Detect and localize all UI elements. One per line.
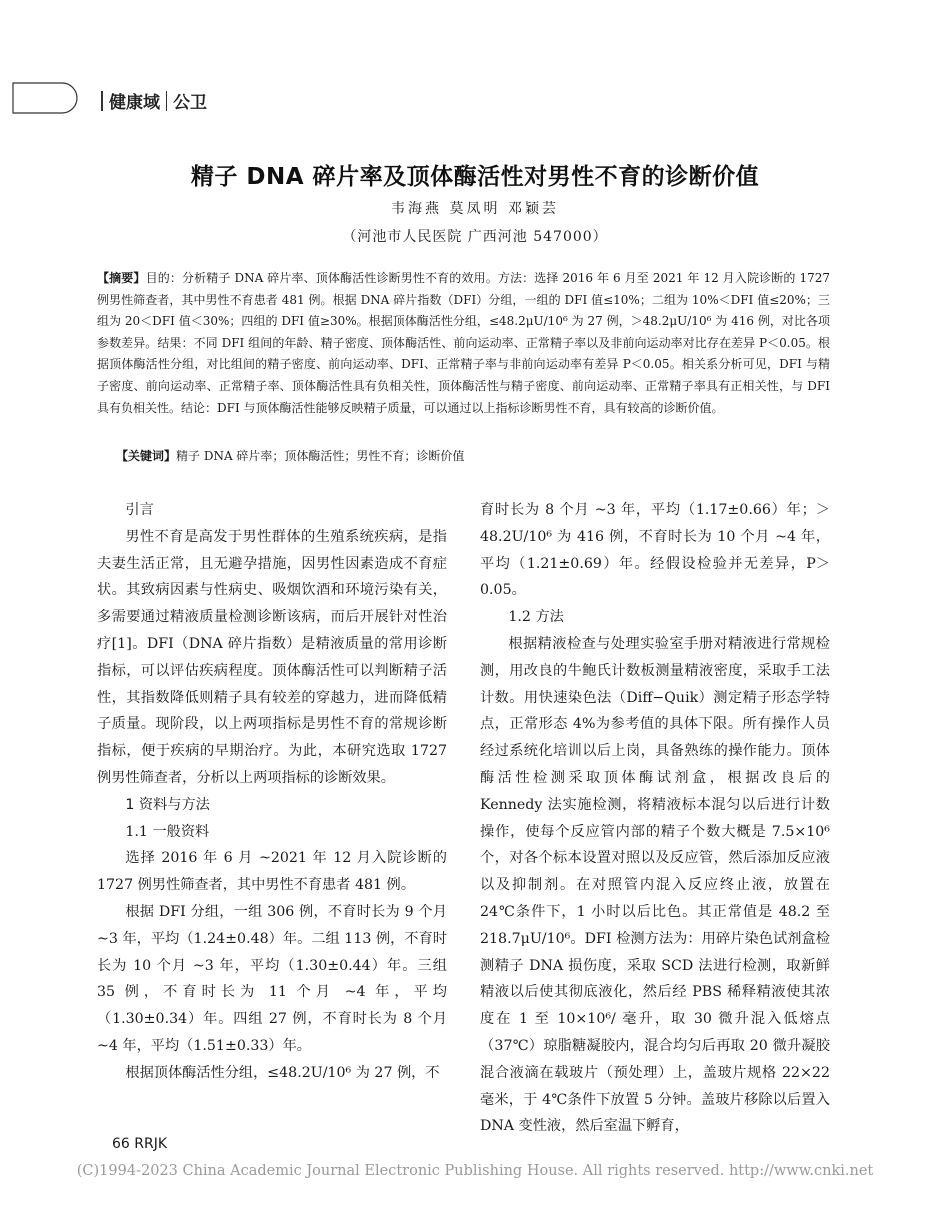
section-heading: 1 资料与方法 (125, 796, 210, 813)
header-divider (166, 91, 167, 111)
paragraph: 根据顶体酶活性分组，≤48.2U/10⁶ 为 27 例，不 (125, 1064, 440, 1081)
abstract (97, 268, 830, 419)
abstract-text: 目的：分析精子 DNA 碎片率、顶体酶活性诊断男性不育的效用。方法：选择 2016 年 6 月至 2021 年 12 月入院诊断的 1727 例男性筛查者，其中男性不育患者 481 例。根据 DNA 碎片指数（DFI）分组，一组的 DFI 值≤10%；二组为 10%＜DFI 值≤20%；三组为 20＜DFI 值＜30%；四组的 DFI 值≥30%。根据顶体酶活性分组，≤48.2μU/10⁶ 为 27 例，＞48.2μU/10⁶ 为 416 例，对比各项参数差异。结果：不同 DFI 组间的年龄、精子密度、顶体酶活性、前向运动率、正常精子率以及非前向运动率对比存在差异 P＜0.05。根据顶体酶活性分组，对比组间的精子密度、前向运动率、DFI、正常精子率与非前向运动率有差异 P＜0.05。相关系分析可见，DFI 与精子密度、前向运动率、正常精子率、顶体酶活性具有负相关性，顶体酶活性与精子密度、前向运动率、正常精子率具有正相关性，与 DFI 具有负相关性。结论：DFI 与顶体酶活性能够反映精子质量，可以通过以上指标诊断男性不育，具有较高的诊断价值。 (97, 271, 830, 415)
paragraph: 根据精液检查与处理实验室手册对精液进行常规检测，用改良的牛鲍氏计数板测量精液密度，采取手工法计数。用快速染色法（Diff−Quik）测定精子形态学特点，正常形态 4%为参考值的具体下限。所有操作人员经过系统化培训以后上岗，具备熟练的操作能力。顶体酶活性检测采取顶体酶试剂盒，根据改良后的 Kennedy 法实施检测，将精液标本混匀以后进行计数操作，使每个反应管内部的精子个数大概是 7.5×10⁶ 个，对各个标本设置对照以及反应管，然后添加反应液以及抑制剂。在对照管内混入反应终止液，放置在 24℃条件下，1 小时以后比色。其正常值是 48.2 至 218.7μU/10⁶。DFI 检测方法为：用碎片染色试剂盒检测精子 DNA 损伤度，采取 SCD 法进行检测，取新鲜精液以后使其彻底液化，然后经 PBS 稀释精液使其浓度在 1 至 10×10⁶/ 毫升，取 30 微升混入低熔点（37℃）琼脂糖凝胶内，混合均匀后再取 20 微升凝胶混合液滴在载玻片（预处理）上，盖玻片规格 22×22 毫米，于 4℃条件下放置 5 分钟。盖玻片移除以后置入 DNA 变性液，然后室温下孵育， (480, 635, 830, 1135)
right-column (480, 497, 830, 1140)
page-number: 66 RRJK (112, 1136, 168, 1152)
keywords (116, 447, 464, 464)
left-column (97, 497, 447, 1087)
keywords-text: 精子 DNA 碎片率；顶体酶活性；男性不育；诊断价值 (176, 449, 465, 463)
authors: 韦海燕 莫凤明 邓颖芸 (391, 201, 559, 217)
intro-heading: 引言 (125, 502, 154, 518)
paragraph: 男性不育是高发于男性群体的生殖系统疾病，是指夫妻生活正常，且无避孕措施，因男性因素造成不育症状。其致病因素与性病史、吸烟饮酒和环境污染有关，多需要通过精液质量检测诊断该病，而后开展针对性治疗[1]。DFI（DNA 碎片指数）是精液质量的常用诊断指标，可以评估疾病程度。顶体酶活性可以判断精子活性，其指数降低则精子具有较差的穿越力，进而降低精子质量。现阶段，以上两项指标是男性不育的常规诊断指标，便于疾病的早期治疗。为此，本研究选取 1727 例男性筛查者，分析以上两项指标的诊断效果。 (97, 528, 447, 786)
article-title: 精子 DNA 碎片率及顶体酶活性对男性不育的诊断价值 (190, 164, 760, 190)
paragraph: 选择 2016 年 6 月 ~2021 年 12 月入院诊断的 1727 例男性筛查者，其中男性不育患者 481 例。 (97, 850, 447, 894)
paragraph: 根据 DFI 分组，一组 306 例，不育时长为 9 个月 ~3 年，平均（1.24±0.48）年。二组 113 例，不育时长为 10 个月 ~3 年，平均（1.30±0.44）年。三组 35 例，不育时长为 11 个月 ~4 年，平均（1.30±0.34）年。四组 27 例，不育时长为 8 个月 ~4 年，平均（1.51±0.33）年。 (97, 903, 447, 1054)
affiliation: （河池市人民医院 广西河池 547000） (342, 229, 608, 245)
journal-header (95, 88, 207, 113)
header-divider (101, 91, 103, 111)
abstract-label: 【摘要】 (97, 271, 146, 285)
paragraph: 育时长为 8 个月 ~3 年，平均（1.17±0.66）年；＞48.2U/10⁶ 为 416 例，不育时长为 10 个月 ~4 年，平均（1.21±0.69）年。经假设检验并无差异，P＞0.05。 (480, 502, 830, 599)
subsection-name: 公卫 (173, 93, 207, 113)
subsection-heading: 1.2 方法 (508, 609, 564, 626)
keywords-label: 【关键词】 (116, 449, 177, 463)
section-name: 健康域 (109, 93, 160, 113)
section-tab-shape (12, 82, 78, 114)
subsection-heading: 1.1 一般资料 (125, 823, 210, 840)
copyright-notice: (C)1994-2023 China Academic Journal Electronic Publishing House. All rights reserved. http://www.cnki.net (76, 1163, 874, 1179)
